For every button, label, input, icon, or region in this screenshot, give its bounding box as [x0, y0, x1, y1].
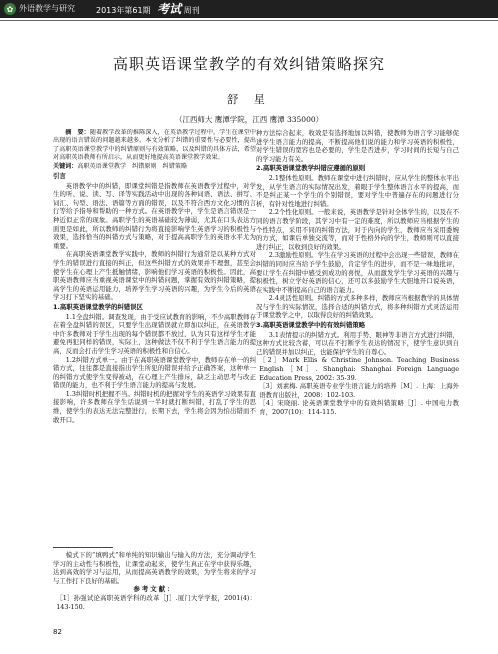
closing-paragraph: 模式下的“填鸭式”和单纯的知识输出与输入的方法，充分调动学生学习的主动性与积极性，让课堂动起来，使学生真正在学中获得乐趣，达到高效的学习与运用，从而提高英语教学的效果，为学生将来的学习与工作打下良好的基础。 — [53, 551, 256, 585]
section-suffix: 周刊 — [183, 6, 200, 15]
reference-4: ［4］宋晓丽. 论英语课堂教学中的有效纠错策略［J］. 中国电力教育，2007(10)：114-115. — [259, 399, 459, 416]
abstract — [53, 129, 256, 171]
section-2-3: 2.3激励性原则。学生在学习英语的过程中会出现一些错误，教师在纠错的同时应当给予学生鼓励，肯定学生的进步，而不是一味地批评，要让学生在纠错中感受到成功的喜悦，从而激发学生学习英语的兴趣与积极性，树立学好英语的信心，还可以多鼓励学生大胆地开口说英语，在实践中不断提高自己的语言能力。 — [256, 251, 459, 294]
intro-paragraph: 英语教学中的纠错，即课堂纠错是指教师在英语教学过程中，对学生的听、说、读、写、译等实践活动中出现的各种词语、语法、拼写、词汇、句型、语法、语篇等方面的错误，以及不符合西方文化习惯的言行等给予指导和帮助的一种方式。在英语教学中，学生是语言错误是一种近似正常的现象。高职学生的英语基础较为薄弱，尤其在口头表达方面更是如此，所以教师的纠错行为将直接影响学生英语学习的积极性与效果，选择恰当的纠错方式与策略，对于提高高职学生的英语水平尤为重要。 — [53, 181, 256, 250]
abstract-label: 摘 要： — [65, 129, 90, 136]
continued-paragraph: 种方法综合起来，收效是有选择地加以纠错，使教师为语言学习能够促进学生语言能力的提高，不断提高他们说的能力和学习英语的积极性，对学生错误的宽容也是必要的，学生是否进步，学习时间的长短与自己的学习能力有关。 — [256, 129, 459, 163]
reference-2: ［2］Mark Ellis & Christine Johnson. Teaching Business English［M］. Shanghai: Shanghai Foreign Language Education Press, 2002: 35-39. — [259, 356, 459, 382]
issue-number: 2013年第61期 — [96, 6, 151, 15]
section-3-1: 3.1表情提示的纠错方式。利用手势、眼神等非语言方式进行纠错，这种方式比较含蓄，可以在不打断学生表达的情况下，使学生意识到自己的错误并加以纠正，也能保护学生的自尊心。 — [256, 330, 459, 356]
keywords-label: 关键词： — [53, 162, 78, 170]
issue-label — [96, 2, 200, 18]
section-1-1: 1.1全盘纠错。调查发现，由于受应试教育的影响，不少高职教师存在着全盘纠错的误区，只要学生出现错误就立即加以纠正，在英语教学中许多教师对于学生出现的每个错误都不放过，认为只有这样学生才能避免再犯同样的错误，实际上，这种做法不仅不利于学生语言能力的提高，反而会打击学生学习英语的积极性和自信心。 — [53, 312, 256, 355]
section-1-2: 1.2纠错方式单一。由于在高职英语课堂教学中，教师存在单一的纠错方式，往往都是直接指出学生所犯的错误并给予正确答案，这种单一的纠错方式使学生变得被动，在心理上产生排斥，缺乏主动思考与改正错误的能力，也不利于学生语言能力的提高与发展。 — [53, 355, 256, 390]
right-column — [256, 129, 459, 629]
section-1-heading: 1.高职英语课堂教学的纠错误区 — [53, 302, 143, 311]
section-3-heading: 3.高职英语课堂教学中的有效纠错策略 — [256, 321, 366, 330]
section-2-heading: 2.高职英语课堂教学纠错应遵循的原则 — [256, 164, 366, 173]
author-affiliation: （江西师大 鹰潭学院，江西 鹰潭 335000） — [174, 115, 324, 124]
abstract-text: 随着教学改革的推陈深入，在英语教学过程中，学生在课堂中出现的语言错误的问题越来越多，本文分析了纠错的重要性与必要性，提出了高职英语课堂教学中的纠错原则与有效策略，以及纠错的具体方法，希望对高职英语教师有所启示，从而更好地提高英语课堂教学效果。 — [53, 129, 256, 162]
section-2-4: 2.4灵活性原则。纠错的方式多种多样，教师应当根据教学的具体情况与学生的实际情况，选择合适的纠错方式，将多种纠错方式灵活运用于课堂教学之中，以取得良好的纠错效果。 — [256, 294, 459, 320]
journal-brand: 外语教学与研究 — [19, 4, 75, 13]
masthead — [0, 0, 498, 18]
section-2-1: 2.1整体性原则。教师在课堂中进行纠错时，应从学生的整体水平出发，从学生语言的实际情况出发，着眼于学生整体语言水平的提高，而不是纠正某一个学生的个别错误，要对学生中普遍存在的问题进行分析，有针对性地进行纠错。 — [256, 173, 459, 208]
intro-paragraph-2: 在高职英语课堂教学实践中，教师的纠错行为通常是以某种方式对学生的错误进行直接的纠正，但这些纠错方式的效果并不理想，甚至会使学生在心理上产生抵触情绪，影响他们学习英语的积极性。因此，高职英语教师应当重视英语课堂中的纠错问题，掌握有效的纠错策略，提高学生的英语运用能力，培养学生学习英语的兴趣，为学生今后的英语学习打下坚实的基础。 — [53, 250, 256, 302]
left-column — [53, 129, 256, 617]
masthead-divider — [0, 20, 498, 21]
article-title: 高职英语课堂教学的有效纠错策略探究 — [112, 55, 385, 73]
page-number: 82 — [53, 628, 62, 636]
article-author: 舒 星 — [227, 93, 271, 106]
reference-3: ［3］刘素梅. 高职英语专业学生语言能力的培养［M］. 上海：上海外语教育出版社，2008：102-103. — [259, 382, 459, 399]
section-1-3: 1.3纠错时机把握不当。纠错时机的把握对学生的英语学习效果有直接影响，许多教师在学生话说到一半时就打断纠错，打乱了学生的思维，使学生的表达无法完整进行，长期下去，学生将会因为怕出错而不敢开口。 — [53, 389, 256, 424]
reference-1: ［1］孙强试论高职英语学科的改革［J］.厦门大学学报，2001(4)：143-150. — [56, 593, 256, 611]
references-title: 参考文献： — [133, 585, 176, 594]
section-name: 考试 — [157, 2, 182, 16]
journal-logo-icon: ✿ — [4, 3, 16, 15]
left-column-end — [53, 551, 256, 625]
column-end-divider — [53, 547, 113, 548]
section-2-2: 2.2个性化原则。一般来说，英语教学是针对全体学生的，以及在不同的语言教学阶段，其学习中有一定的难度，所以教师应当根据学生的个性特点，采用不同的纠错方法，对于内向的学生，教师应当采用委婉的方式，如课后单独交流等，而对于性格外向的学生，教师则可以直接进行纠正，以收到良好的效果。 — [256, 208, 459, 251]
keywords-text: 高职英语课堂教学 纠错原则 纠错策略 — [77, 162, 188, 170]
intro-heading: 引言 — [53, 172, 66, 181]
